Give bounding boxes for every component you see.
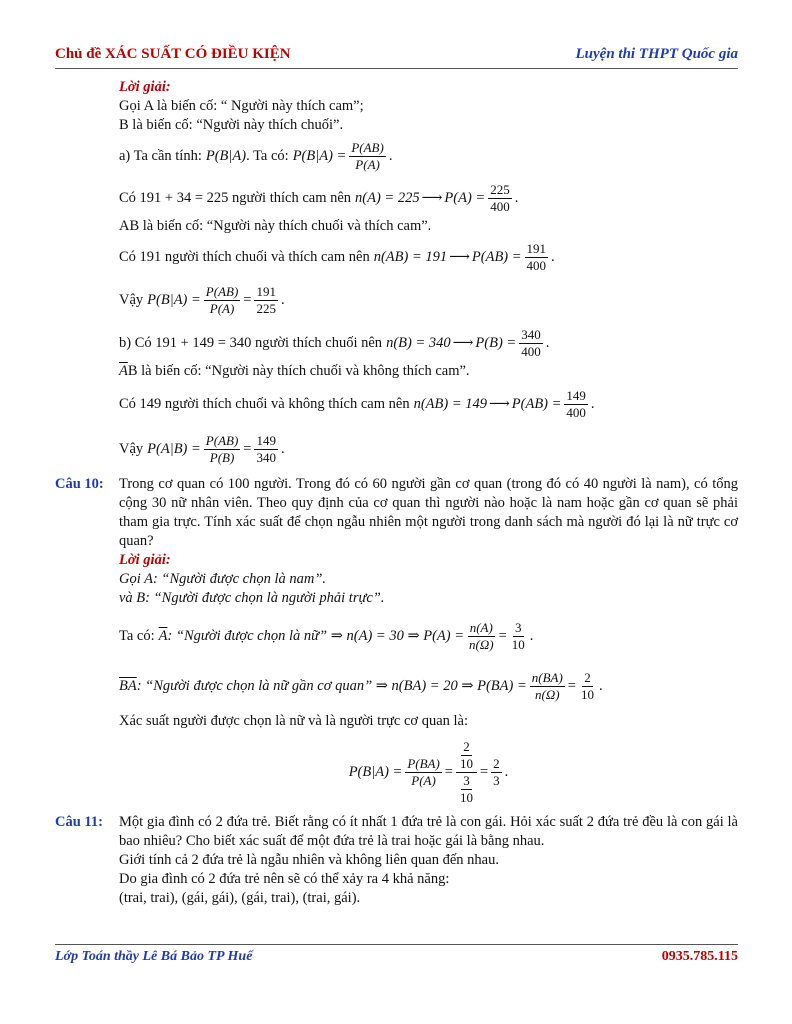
math: P(A) =	[444, 189, 486, 206]
math: n(AB) = 191	[373, 248, 448, 265]
numerator: P(BA)	[407, 755, 440, 771]
numerator: P(AB)	[205, 432, 239, 448]
numerator: 2	[463, 738, 470, 754]
fraction	[254, 433, 278, 466]
equation-line: a) Ta cần tính: P(B|A) . Ta có: P(B|A) = $\frac{P(AB)}{P(A)}$ .	[119, 139, 393, 172]
text-line: B là biến cố: “Người này thích chuối”.	[119, 117, 344, 133]
denominator: P(A)	[411, 772, 436, 788]
denominator: 10	[459, 789, 473, 805]
numerator: 149	[566, 387, 586, 403]
denominator: 400	[490, 198, 510, 214]
denominator: n(Ω)	[534, 686, 560, 702]
denominator: 3	[493, 772, 500, 788]
fraction	[564, 388, 588, 421]
fraction	[204, 284, 240, 317]
math: : “Người được chọn là nữ gần cơ quan” ⇒ n(BA) = 20 ⇒ P(BA) =	[136, 677, 527, 694]
denominator: 10	[580, 686, 594, 702]
numerator: 191	[256, 283, 276, 299]
fraction	[254, 284, 278, 317]
denominator: 400	[566, 404, 586, 420]
long-arrow-icon: ⟶	[421, 189, 443, 206]
text: Vậy	[119, 440, 144, 457]
denominator: 400	[526, 257, 547, 273]
question-text: Trong cơ quan có 100 người. Trong đó có 60 người gần cơ quan (trong đó có 40 người là nam), có tổng cộng 30 nữ nhân viên. Theo quy định của cơ quan thì người nào hoặc là nam hoặc gần cơ quan sẽ phải tham gia trực. Tính xác suất để chọn ngẫu nhiên một người trong danh sách mà người đó lại là nữ trực cơ quan?	[119, 476, 738, 549]
equation-line: Có 149 người thích chuối và không thích cam nên n(AB) = 149 ⟶ P(AB) = $\frac{149}{400}$ .	[119, 387, 595, 420]
math: n(A) = 225	[355, 189, 420, 206]
math: P(B) =	[475, 334, 517, 351]
equation-line: Ta có: $\overline{A}$ : “Người được chọn là nữ” ⇒ n(A) = 30 ⇒ P(A) = $\frac{n(A)}{n(\Omega)}$ = $\frac{3}{10}$ .	[119, 619, 534, 652]
fraction	[579, 670, 596, 703]
math: =	[567, 677, 576, 694]
text: Ta có:	[119, 627, 155, 644]
footer-phone: 0935.785.115	[661, 949, 738, 964]
denominator: 225	[256, 300, 276, 316]
math: =	[498, 627, 507, 644]
numerator: 2	[584, 669, 591, 685]
page-content	[55, 78, 738, 908]
numerator: 149	[256, 432, 276, 448]
math: =	[479, 763, 489, 780]
denominator	[456, 773, 477, 806]
text-line: Giới tính cả 2 đứa trẻ là ngẫu nhiên và không liên quan đến nhau.	[119, 852, 499, 868]
math: $\overline{A}$	[158, 627, 168, 644]
math: P(A|B) =	[147, 440, 201, 457]
text-line: Do gia đình có 2 đứa trẻ nên sẽ có thể xảy ra 4 khả năng:	[119, 871, 450, 887]
math: : “Người được chọn là nữ” ⇒ n(A) = 30 ⇒ P(A) =	[167, 627, 464, 644]
numerator	[456, 739, 477, 773]
question-label: Câu 11:	[55, 814, 103, 830]
text: Vậy	[119, 291, 144, 308]
long-arrow-icon: ⟶	[449, 248, 470, 265]
text: b) Có 191 + 149 = 340 người thích chuối nên	[119, 334, 383, 351]
text: a) Ta cần tính:	[119, 147, 202, 164]
header-topic: Chủ đề XÁC SUẤT CÓ ĐIỀU KIỆN	[55, 46, 291, 62]
equation-line: $\overline{BA}$ : “Người được chọn là nữ gần cơ quan” ⇒ n(BA) = 20 ⇒ P(BA) = $\frac{n(BA)}{n(\Omega)}$ = $\frac{2}{10}$ .	[119, 669, 603, 702]
text-line: Xác suất người được chọn là nữ và là người trực cơ quan là:	[119, 713, 468, 729]
math: n(AB) = 149	[413, 395, 487, 412]
math: P(B|A)	[205, 147, 247, 164]
text: Có 191 người thích chuối và thích cam nên	[119, 248, 370, 265]
fraction	[491, 756, 502, 789]
text-line: AB là biến cố: “Người này thích chuối và thích cam”.	[119, 218, 432, 234]
text: B là biến cố: “Người này thích chuối và không thích cam”.	[127, 363, 470, 379]
page-footer	[55, 944, 738, 964]
text: Có 149 người thích chuối và không thích cam nên	[119, 395, 410, 412]
numerator: 3	[515, 619, 522, 635]
question-label: Câu 10:	[55, 476, 104, 492]
equation-line: Vậy P(A|B) = $\frac{P(AB)}{P(B)}$ = $\frac{149}{340}$ .	[119, 432, 285, 465]
denominator: n(Ω)	[469, 636, 494, 652]
fraction	[488, 182, 512, 215]
numerator: n(BA)	[531, 669, 563, 685]
long-arrow-icon: ⟶	[488, 395, 510, 412]
numerator: 2	[493, 755, 500, 771]
text-line: Gọi A là biến cố: “ Người này thích cam”;	[119, 98, 364, 114]
footer-teacher: Lớp Toán thầy Lê Bá Bảo TP Huế	[55, 949, 253, 964]
numerator: 3	[463, 772, 470, 788]
fraction	[405, 756, 441, 789]
equation-line: Vậy P(B|A) = $\frac{P(AB)}{P(A)}$ = $\frac{191}{225}$ .	[119, 283, 285, 316]
math: $\overline{BA}$	[119, 677, 137, 694]
text-line: và B: “Người được chọn là người phải trực”.	[119, 590, 385, 606]
denominator: 10	[511, 636, 525, 652]
math: P(AB) =	[511, 395, 562, 412]
compound-fraction	[456, 739, 477, 806]
math: n(B) = 340	[386, 334, 451, 351]
equation-line: Có 191 + 34 = 225 người thích cam nên n(A) = 225 ⟶ P(A) = $\frac{225}{400}$ .	[119, 181, 519, 214]
denominator: 400	[521, 343, 541, 359]
denominator: P(B)	[209, 449, 235, 465]
fraction	[204, 433, 240, 466]
math: P(AB) =	[471, 248, 522, 265]
fraction	[458, 739, 475, 772]
text-line: Gọi A: “Người được chọn là nam”.	[119, 571, 327, 587]
denominator: P(A)	[209, 300, 235, 316]
question-text: Một gia đình có 2 đứa trẻ. Biết rằng có ít nhất 1 đứa trẻ là con gái. Hỏi xác suất 2 đứa trẻ đều là con gái là bao nhiêu? Cho biết xác suất để một đứa trẻ là trai hoặc gái là bằng nhau.	[119, 814, 738, 849]
numerator: 191	[526, 240, 547, 256]
numerator: P(AB)	[351, 139, 384, 155]
math: $\overline{A}$	[119, 363, 128, 379]
denominator: 10	[459, 755, 473, 771]
fraction	[467, 620, 496, 653]
fraction	[510, 620, 527, 653]
fraction	[530, 670, 565, 703]
page-header	[55, 46, 738, 69]
denominator: 340	[256, 449, 276, 465]
solution-title: Lời giải:	[119, 552, 171, 568]
text-line	[119, 362, 738, 381]
solution-title: Lời giải:	[119, 79, 171, 95]
equation-line: P(B|A) = $\frac{P(BA)}{P(A)}$ = $\frac{\frac{2}{10}}{\frac{3}{10}}$ = $\frac{2}{3}$ .	[348, 738, 509, 805]
text: . Ta có:	[246, 147, 289, 164]
fraction	[458, 773, 475, 806]
fraction	[525, 241, 549, 274]
numerator: P(AB)	[205, 283, 239, 299]
question-10	[55, 475, 738, 809]
header-course: Luyện thi THPT Quốc gia	[575, 46, 738, 62]
math: P(B|A) =	[348, 763, 403, 780]
numerator: n(A)	[469, 619, 493, 635]
fraction	[519, 327, 543, 360]
math: P(B|A) =	[147, 291, 201, 308]
equation-line: b) Có 191 + 149 = 340 người thích chuối nên n(B) = 340 ⟶ P(B) = $\frac{340}{400}$ .	[119, 326, 550, 359]
denominator: P(A)	[355, 156, 380, 172]
long-arrow-icon: ⟶	[452, 334, 474, 351]
math: =	[444, 763, 453, 780]
numerator: 225	[490, 181, 510, 197]
numerator: 340	[521, 326, 541, 342]
text-line: (trai, trai), (gái, gái), (gái, trai), (trai, gái).	[119, 890, 361, 906]
math: P(B|A) =	[292, 147, 347, 164]
fraction	[349, 140, 385, 173]
equation-line: Có 191 người thích chuối và thích cam nên n(AB) = 191 ⟶ P(AB) = $\frac{191}{400}$ .	[119, 240, 555, 273]
text: Có 191 + 34 = 225 người thích cam nên	[119, 189, 352, 206]
question-11	[55, 813, 738, 908]
